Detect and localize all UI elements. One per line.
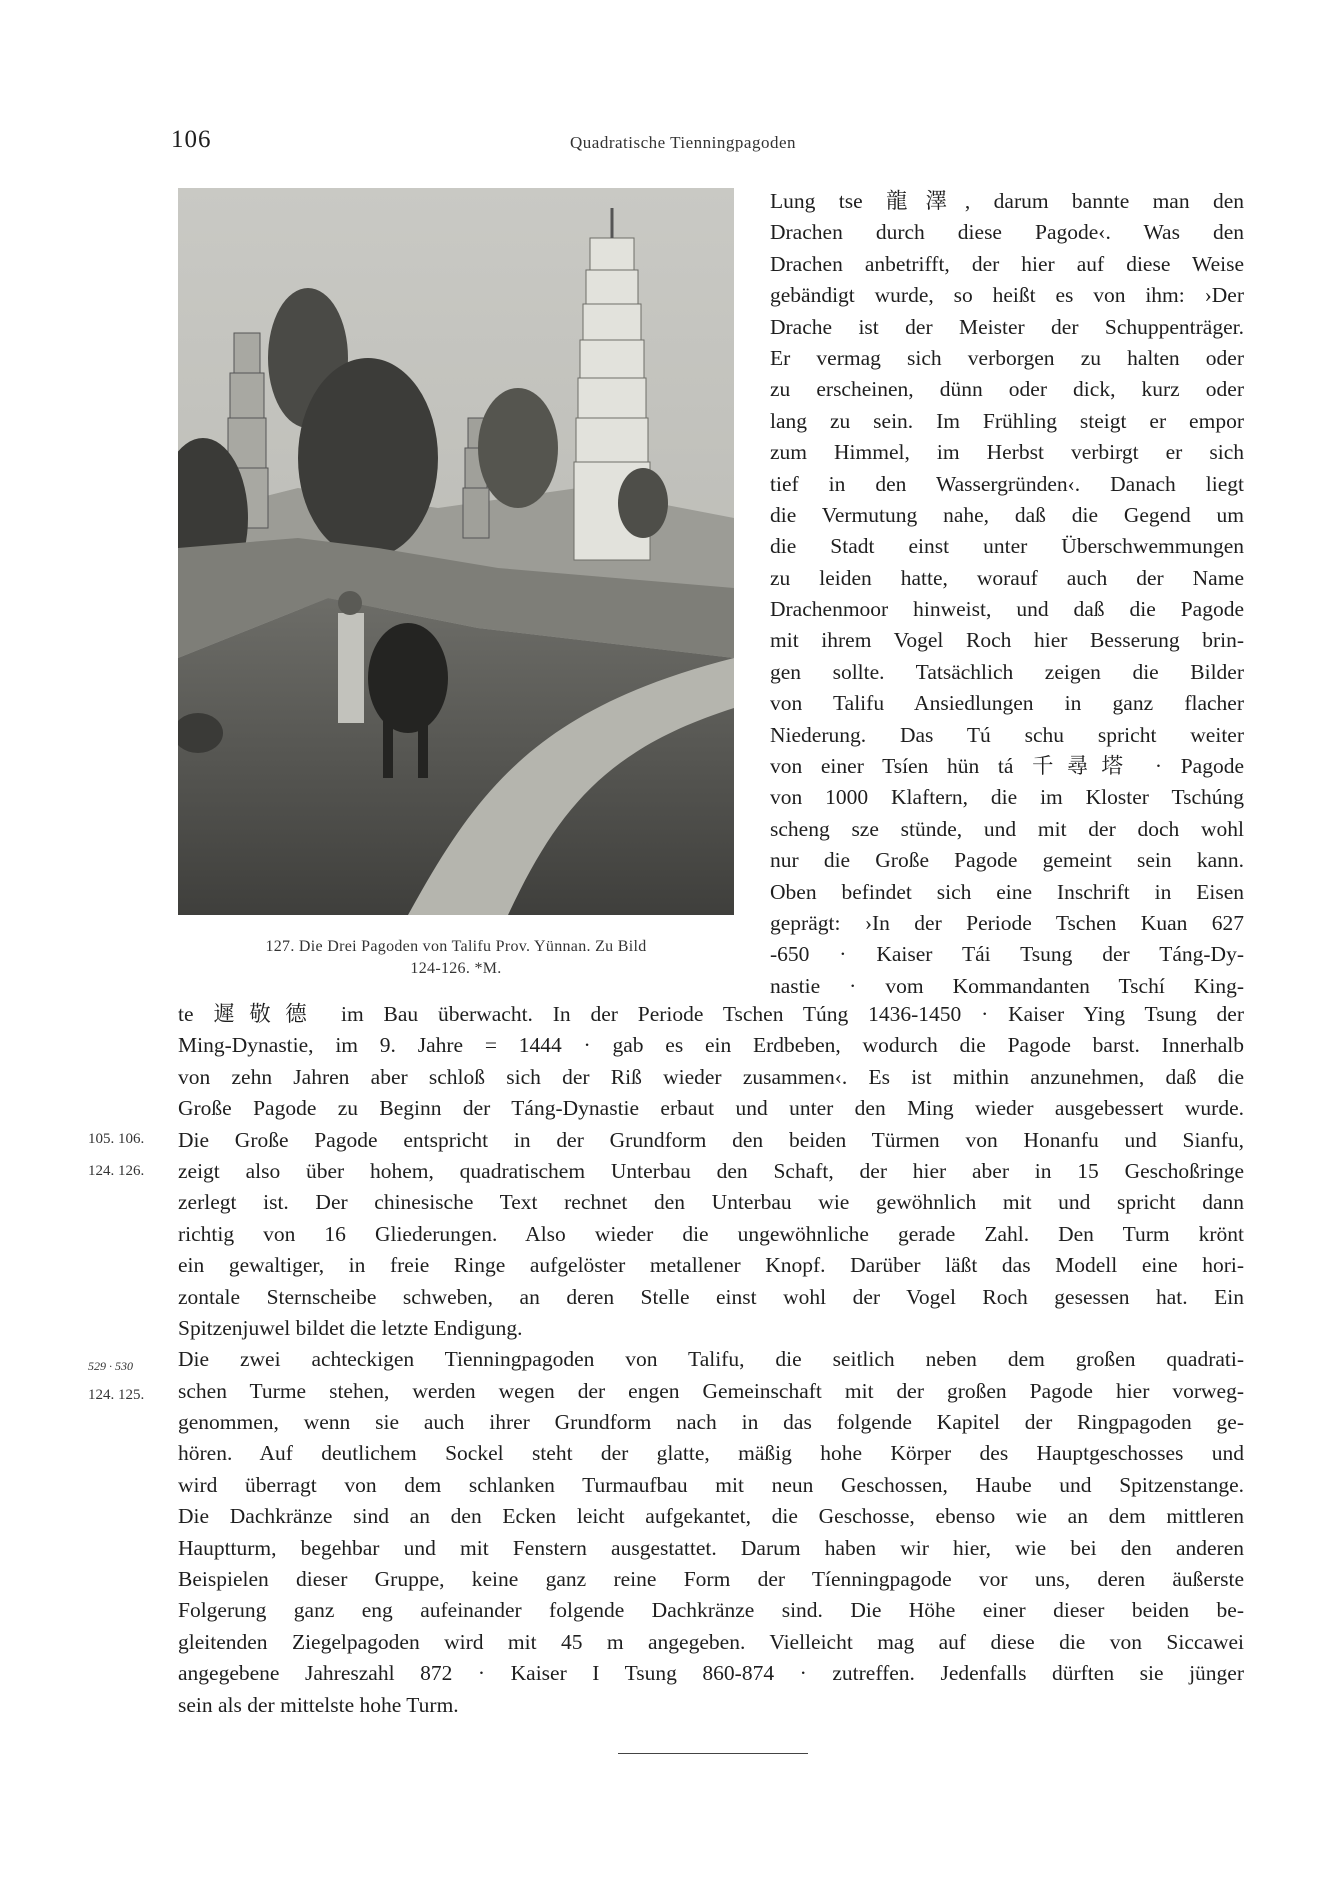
text-line: Große Pagode zu Beginn der Táng-Dynastie erbaut und unter den Ming wieder ausgebessert wurde. xyxy=(178,1096,1244,1121)
text-line: genommen, wenn sie auch ihrer Grundform nach in das folgende Kapitel der Ringpagoden ge- xyxy=(178,1410,1244,1435)
text-line: lang zu sein. Im Frühling steigt er empor xyxy=(770,408,1244,433)
text-line: hören. Auf deutlichem Sockel steht der glatte, mäßig hohe Körper des Hauptgeschosses und xyxy=(178,1441,1244,1466)
text-line: Ming-Dynastie, im 9. Jahre = 1444 · gab es ein Erdbeben, wodurch die Pagode barst. Innerhalb xyxy=(178,1033,1244,1058)
text-line: zeigt also über hohem, quadratischem Unterbau den Schaft, der hier aber in 15 Geschoßringe xyxy=(178,1158,1244,1183)
text-line: Die zwei achteckigen Tienningpagoden von Talifu, die seitlich neben dem großen quadrati- xyxy=(178,1347,1244,1372)
margin-reference: 124. 125. xyxy=(88,1387,145,1403)
text-line: mit ihrem Vogel Roch hier Besserung brin- xyxy=(770,628,1244,653)
text-line: Hauptturm, begehbar und mit Fenstern ausgestattet. Darum haben wir hier, wie bei den anderen xyxy=(178,1535,1244,1560)
photo-illustration xyxy=(178,188,734,915)
text-line: Drachenmoor hinweist, und daß die Pagode xyxy=(770,597,1244,622)
text-line: richtig von 16 Gliederungen. Also wieder die ungewöhnliche gerade Zahl. Den Turm krönt xyxy=(178,1221,1244,1246)
body-text xyxy=(178,999,1244,1721)
text-line: Lung tse 龍澤, darum bannte man den xyxy=(770,189,1244,213)
text-line: von 1000 Klaftern, die im Kloster Tschúng xyxy=(770,785,1244,810)
text-line: gen sollte. Tatsächlich zeigen die Bilder xyxy=(770,659,1244,684)
text-line: Die Große Pagode entspricht in der Grundform den beiden Türmen von Honanfu und Sianfu, xyxy=(178,1127,1244,1152)
text-line: Spitzenjuwel bildet die letzte Endigung. xyxy=(178,1315,523,1340)
text-line: von Talifu Ansiedlungen in ganz flacher xyxy=(770,691,1244,716)
text-line: gebändigt wurde, so heißt es von ihm: ›Der xyxy=(770,283,1244,308)
text-line: scheng sze stünde, und mit der doch wohl xyxy=(770,816,1244,841)
text-line: die Stadt einst unter Überschwemmungen xyxy=(770,534,1244,559)
text-line: zu erscheinen, dünn oder dick, kurz oder xyxy=(770,377,1244,402)
text-line: Er vermag sich verborgen zu halten oder xyxy=(770,345,1244,370)
text-line: geprägt: ›In der Periode Tschen Kuan 627 xyxy=(770,910,1244,935)
text-line: die Vermutung nahe, daß die Gegend um xyxy=(770,502,1244,527)
text-line: zontale Sternscheibe schweben, an deren Stelle einst wohl der Vogel Roch gesessen hat. Ein xyxy=(178,1284,1244,1309)
text-line: Drachen durch diese Pagode‹. Was den xyxy=(770,220,1244,245)
text-line: nur die Große Pagode gemeint sein kann. xyxy=(770,848,1244,873)
text-line: nastie · vom Kommandanten Tschí King- xyxy=(770,973,1244,998)
text-line: tief in den Wassergründen‹. Danach liegt xyxy=(770,471,1244,496)
page-number: 106 xyxy=(171,126,212,153)
text-line: von zehn Jahren aber schloß sich der Riß wieder zusammen‹. Es ist mithin anzunehmen, daß die xyxy=(178,1064,1244,1089)
end-rule xyxy=(618,1753,808,1754)
text-line: gleitenden Ziegelpagoden wird mit 45 m angegeben. Vielleicht mag auf diese die von Siccawei xyxy=(178,1629,1244,1654)
text-line: sein als der mittelste hohe Turm. xyxy=(178,1692,459,1717)
text-line: Oben befindet sich eine Inschrift in Eisen xyxy=(770,879,1244,904)
text-line: zu leiden hatte, worauf auch der Name xyxy=(770,565,1244,590)
caption-line: 127. Die Drei Pagoden von Talifu Prov. Yünnan. Zu Bild xyxy=(265,938,647,955)
text-line: Beispielen dieser Gruppe, keine ganz reine Form der Tíenningpagode vor uns, deren äußerste xyxy=(178,1567,1244,1592)
text-line: Niederung. Das Tú schu spricht weiter xyxy=(770,722,1244,747)
text-line: ein gewaltiger, in freie Ringe aufgelöster metallener Knopf. Darüber läßt das Modell eine hori- xyxy=(178,1253,1244,1278)
text-line: schen Turme stehen, werden wegen der engen Gemeinschaft mit der großen Pagode hier vorweg- xyxy=(178,1378,1244,1403)
text-line: von einer Tsíen hün tá 千尋塔 · Pagode xyxy=(770,754,1244,779)
margin-reference: 105. 106. xyxy=(88,1131,145,1147)
running-header: Quadratische Tienningpagoden xyxy=(570,133,796,152)
column-text xyxy=(770,186,1244,1002)
text-line: zerlegt ist. Der chinesische Text rechnet den Unterbau wie gewöhnlich mit und spricht dann xyxy=(178,1190,1244,1215)
figure-caption xyxy=(178,936,734,980)
text-line: Folgerung ganz eng aufeinander folgende Dachkränze sind. Die Höhe einer dieser beiden be- xyxy=(178,1598,1244,1623)
text-line: Die Dachkränze sind an den Ecken leicht aufgekantet, die Geschosse, ebenso wie an dem mittleren xyxy=(178,1504,1244,1529)
text-line: angegebene Jahreszahl 872 · Kaiser I Tsung 860-874 · zutreffen. Jedenfalls dürften sie jünger xyxy=(178,1661,1244,1686)
text-line: Drachen anbetrifft, der hier auf diese Weise xyxy=(770,251,1244,276)
pagodas-photograph xyxy=(178,188,734,915)
caption-line: 124-126. *M. xyxy=(410,960,502,977)
text-line: te 遲敬德 im Bau überwacht. In der Periode Tschen Túng 1436-1450 · Kaiser Ying Tsung der xyxy=(178,1002,1244,1026)
text-line: -650 · Kaiser Tái Tsung der Táng-Dy- xyxy=(770,942,1244,967)
margin-reference: 124. 126. xyxy=(88,1163,145,1179)
margin-reference: 529 · 530 xyxy=(88,1359,133,1373)
text-line: Drache ist der Meister der Schuppenträger. xyxy=(770,314,1244,339)
text-line: wird überragt von dem schlanken Turmaufbau mit neun Geschossen, Haube und Spitzenstange. xyxy=(178,1472,1244,1497)
text-line: zum Himmel, im Herbst verbirgt er sich xyxy=(770,440,1244,465)
